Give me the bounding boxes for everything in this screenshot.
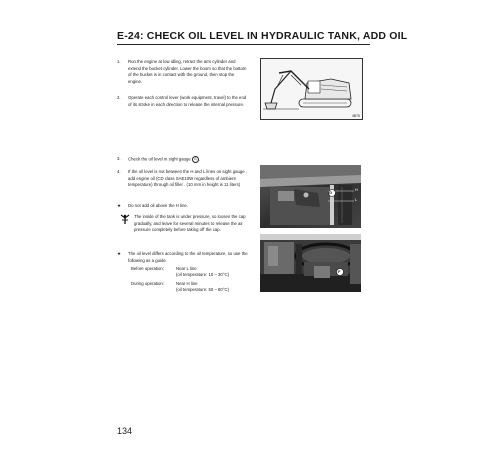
sight-gauge-photo (260, 165, 361, 228)
step-3-number: 3. (117, 156, 121, 161)
note-no-above: Do not add oil above the H line. (128, 203, 188, 208)
excavator-drawing (261, 59, 362, 119)
page-title: E-24: CHECK OIL LEVEL IN HYDRAULIC TANK, ADD OIL (117, 30, 408, 42)
note-level-text: The oil level differs according to the oil temperature, so use the following as a guide. (128, 251, 248, 263)
step-3-text: Check the oil level in sight gauge (128, 156, 191, 162)
step-3-suffix: . (199, 156, 201, 162)
gauge-ref-marker: G (192, 156, 199, 163)
step-1-number: 1. (117, 59, 121, 64)
guide-during-label: During operation: (131, 281, 164, 286)
guide-during-value: Near H line (176, 281, 198, 286)
photo-label-f: F (338, 269, 341, 274)
note-level-bullet: ★ (117, 251, 121, 256)
step-4-number: 4. (117, 169, 121, 174)
excavator-figure (260, 58, 363, 120)
warning-text: The inside of the tank is under pressure, so loosen the cap gradually, and leave for several minutes to release the air pressure completely before taking off the cap. (134, 214, 246, 233)
guide-before-label: Before operation: (131, 266, 164, 271)
page-number: 134 (117, 426, 133, 436)
step-2-number: 2. (117, 95, 121, 100)
oil-filler-photo (260, 234, 361, 292)
warning-icon (120, 212, 130, 230)
photo-label-l: L (355, 197, 358, 202)
step-3 (128, 156, 248, 163)
step-1-text: Run the engine at low idling, retract the arm cylinder and extend the bucket cylinder. Lower the boom so that the bottom of the bucket is in contact with the ground, then stop the engine. (128, 59, 247, 84)
photo-label-h: H (355, 187, 358, 192)
guide-before-value: Near L line (176, 266, 197, 271)
step-4-text: If the oil level is not between the H and L lines on sight gauge , add engine oil (CD class SAE10W regardless of ambient temperature) through oil filler . (10 mm in height is 11 liters) (128, 169, 248, 188)
photo-label-g: G (329, 190, 333, 195)
guide-during-temp: (oil temperature: 50 – 80°C) (176, 287, 230, 292)
step-2-text: Operate each control lever (work equipment, travel) to the end of its stroke in each direction to release the internal pressure. (128, 95, 247, 107)
figure-code: 4B75 (351, 114, 360, 118)
guide-before-temp: (oil temperature: 10 – 30°C) (176, 272, 230, 277)
note-bullet: ★ (117, 203, 121, 208)
title-rule (117, 44, 370, 45)
